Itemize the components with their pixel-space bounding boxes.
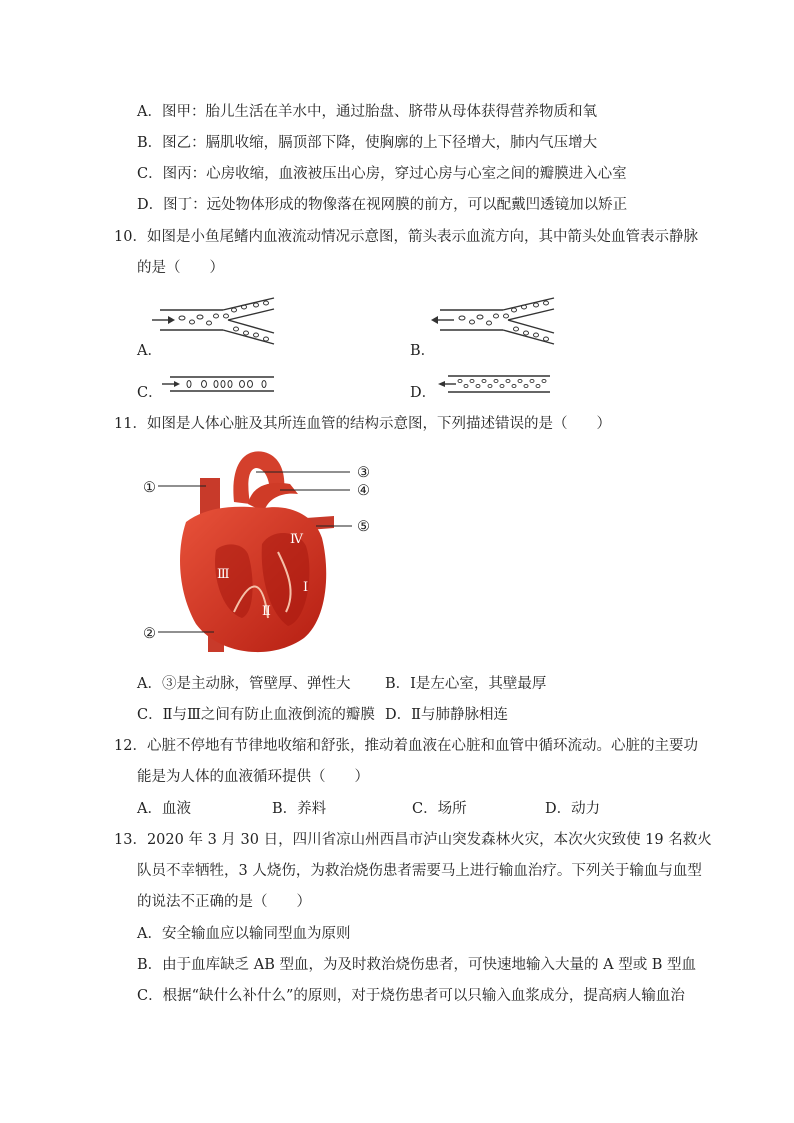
- q10-label-c: C．: [137, 385, 163, 401]
- q13-option-b: B．由于血库缺乏 AB 型血，为及时救治烧伤患者，可快速地输入大量的 A 型或 B 型血: [137, 957, 697, 973]
- q9-option-a: A．图甲：胎儿生活在羊水中，通过胎盘、脐带从母体获得营养物质和氧: [137, 104, 597, 120]
- q10-stem-line1: 10．如图是小鱼尾鳍内血液流动情况示意图，箭头表示血流方向，其中箭头处血管表示静脉: [114, 229, 698, 245]
- heart-chamber-1: Ⅰ: [303, 580, 309, 595]
- heart-label-5: ⑤: [357, 519, 370, 535]
- q10-stem-line2: 的是（ ）: [137, 260, 224, 276]
- q12-option-a: A．血液: [137, 801, 191, 817]
- q12-option-d: D．动力: [545, 801, 601, 817]
- q10-figure-b: [428, 296, 558, 346]
- heart-label-4: ④: [357, 483, 370, 499]
- q13-stem-line2: 队员不幸牺牲，3 人烧伤，为救治烧伤患者需要马上进行输血治疗。下列关于输血与血型: [137, 863, 702, 879]
- q9-option-d: D．图丁：远处物体形成的物像落在视网膜的前方，可以配戴凹透镜加以矫正: [137, 197, 628, 213]
- q12-option-b: B．养料: [272, 801, 327, 817]
- q13-stem-line1: 13．2020 年 3 月 30 日，四川省凉山州西昌市泸山突发森林火灾，本次火灾致使 19 名救火: [114, 832, 712, 848]
- heart-label-1: ①: [143, 480, 156, 496]
- heart-chamber-2: Ⅱ: [262, 604, 271, 619]
- q13-option-c: C．根据“缺什么补什么”的原则，对于烧伤患者可以只输入血浆成分，提高病人输血治: [137, 988, 685, 1004]
- heart-chamber-4: Ⅳ: [290, 532, 303, 547]
- q12-option-c: C．场所: [412, 801, 467, 817]
- q11-stem: 11．如图是人体心脏及其所连血管的结构示意图，下列描述错误的是（ ）: [114, 416, 611, 432]
- q11-option-b: B．Ⅰ是左心室，其壁最厚: [385, 676, 547, 692]
- heart-diagram: [138, 442, 378, 662]
- q12-stem-line1: 12．心脏不停地有节律地收缩和舒张，推动着血液在心脏和血管中循环流动。心脏的主要功: [114, 738, 698, 754]
- q11-option-a: A．③是主动脉，管壁厚、弹性大: [137, 676, 351, 692]
- q10-label-a: A．: [137, 343, 162, 359]
- heart-chamber-3: Ⅲ: [217, 567, 230, 582]
- q10-figure-c: [160, 375, 275, 393]
- q11-option-c: C．Ⅱ与Ⅲ之间有防止血液倒流的瓣膜: [137, 707, 375, 723]
- heart-label-2: ②: [143, 626, 156, 642]
- q10-label-d: D．: [410, 385, 437, 401]
- q13-option-a: A．安全输血应以输同型血为原则: [137, 926, 351, 942]
- q10-figure-a: [148, 296, 278, 346]
- q9-option-b: B．图乙：膈肌收缩，膈顶部下降，使胸廓的上下径增大，肺内气压增大: [137, 135, 598, 151]
- heart-label-3: ③: [357, 465, 370, 481]
- q11-option-d: D．Ⅱ与肺静脉相连: [385, 707, 508, 723]
- q9-option-c: C．图丙：心房收缩，血液被压出心房，穿过心房与心室之间的瓣膜进入心室: [137, 166, 627, 182]
- q13-stem-line3: 的说法不正确的是（ ）: [137, 894, 311, 910]
- q10-figure-d: [436, 374, 551, 394]
- q12-stem-line2: 能是为人体的血液循环提供（ ）: [137, 769, 369, 785]
- q10-label-b: B．: [410, 343, 436, 359]
